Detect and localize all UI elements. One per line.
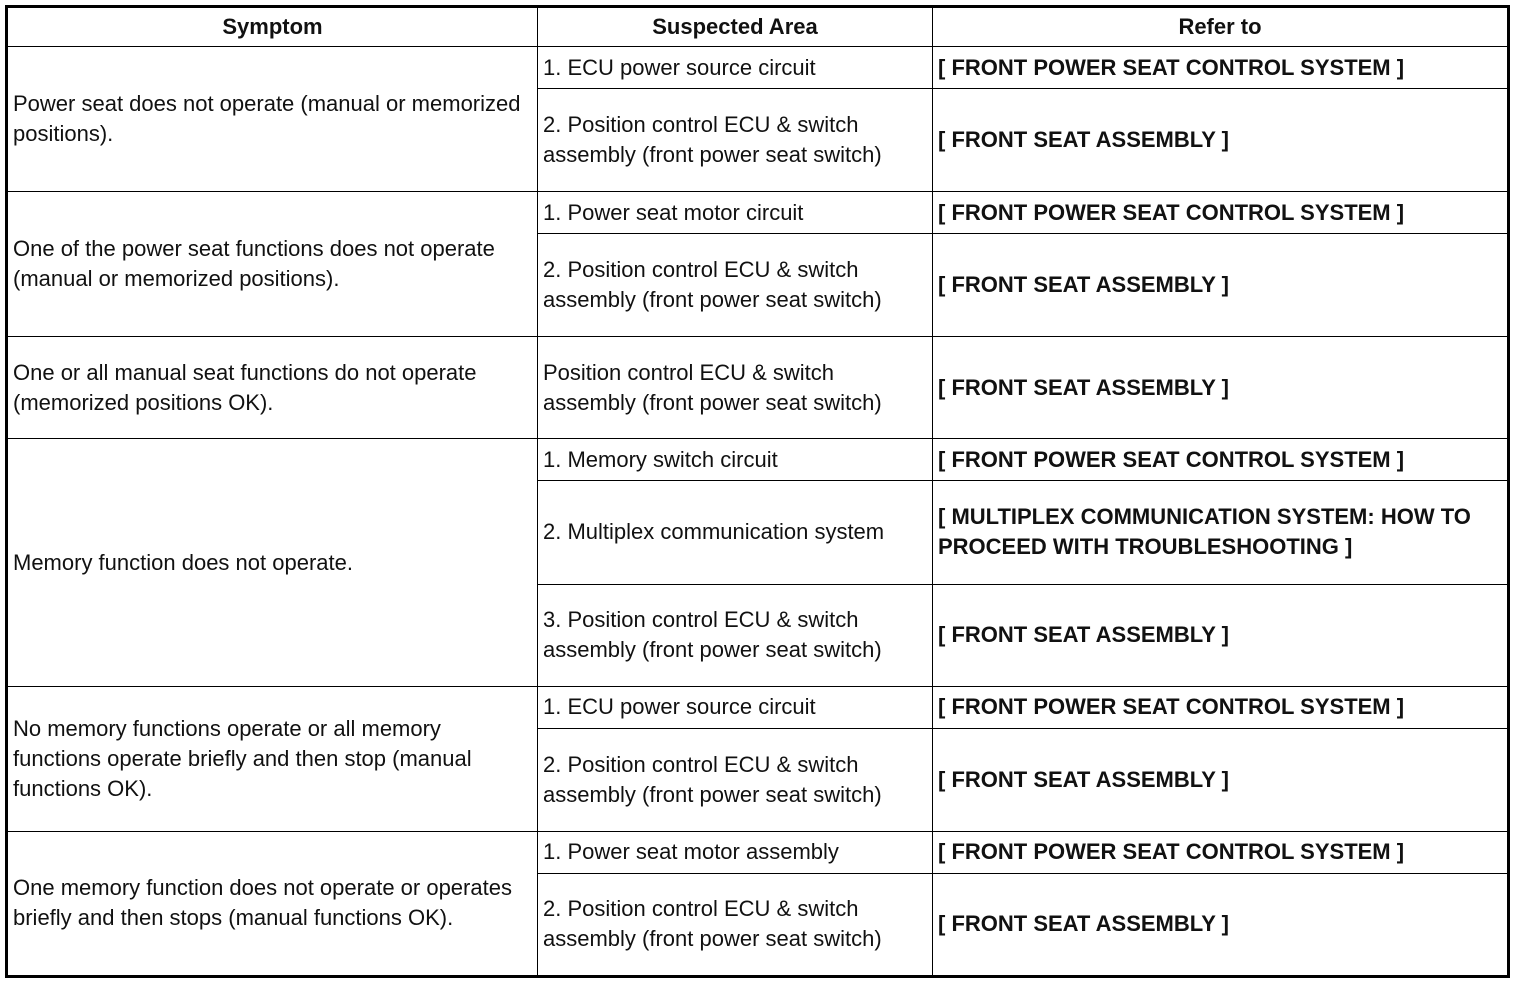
refer-to-cell: [ FRONT SEAT ASSEMBLY ] — [933, 728, 1509, 831]
header-suspected-area: Suspected Area — [538, 7, 933, 47]
refer-to-cell: [ FRONT POWER SEAT CONTROL SYSTEM ] — [933, 47, 1509, 89]
table-row — [7, 47, 1509, 89]
suspected-area-cell: 1. Power seat motor assembly — [538, 831, 933, 873]
suspected-area-cell: 2. Position control ECU & switch assembly (front power seat switch) — [538, 728, 933, 831]
suspected-area-cell: Position control ECU & switch assembly (front power seat switch) — [538, 337, 933, 439]
table-row — [7, 192, 1509, 234]
suspected-area-cell: 1. Power seat motor circuit — [538, 192, 933, 234]
suspected-area-cell: 2. Position control ECU & switch assembly (front power seat switch) — [538, 234, 933, 337]
symptom-cell: Memory function does not operate. — [7, 439, 538, 686]
symptom-cell: One or all manual seat functions do not operate (memorized positions OK). — [7, 337, 538, 439]
header-row — [7, 7, 1509, 47]
refer-to-cell: [ FRONT POWER SEAT CONTROL SYSTEM ] — [933, 192, 1509, 234]
table-row — [7, 439, 1509, 481]
suspected-area-cell: 2. Position control ECU & switch assembly (front power seat switch) — [538, 89, 933, 192]
refer-to-cell: [ FRONT SEAT ASSEMBLY ] — [933, 584, 1509, 686]
suspected-area-cell: 3. Position control ECU & switch assembly (front power seat switch) — [538, 584, 933, 686]
table-row — [7, 831, 1509, 873]
refer-to-cell: [ FRONT POWER SEAT CONTROL SYSTEM ] — [933, 831, 1509, 873]
symptom-cell: Power seat does not operate (manual or memorized positions). — [7, 47, 538, 192]
refer-to-cell: [ MULTIPLEX COMMUNICATION SYSTEM: HOW TO PROCEED WITH TROUBLESHOOTING ] — [933, 481, 1509, 584]
header-refer-to: Refer to — [933, 7, 1509, 47]
symptom-cell: One memory function does not operate or operates briefly and then stops (manual functions OK). — [7, 831, 538, 976]
symptom-cell: No memory functions operate or all memory functions operate briefly and then stop (manual functions OK). — [7, 686, 538, 831]
refer-to-cell: [ FRONT POWER SEAT CONTROL SYSTEM ] — [933, 686, 1509, 728]
refer-to-cell: [ FRONT SEAT ASSEMBLY ] — [933, 89, 1509, 192]
refer-to-cell: [ FRONT SEAT ASSEMBLY ] — [933, 873, 1509, 976]
suspected-area-cell: 1. ECU power source circuit — [538, 47, 933, 89]
table-row — [7, 686, 1509, 728]
troubleshooting-table — [5, 5, 1510, 978]
refer-to-cell: [ FRONT SEAT ASSEMBLY ] — [933, 234, 1509, 337]
suspected-area-cell: 2. Multiplex communication system — [538, 481, 933, 584]
suspected-area-cell: 1. ECU power source circuit — [538, 686, 933, 728]
refer-to-cell: [ FRONT SEAT ASSEMBLY ] — [933, 337, 1509, 439]
refer-to-cell: [ FRONT POWER SEAT CONTROL SYSTEM ] — [933, 439, 1509, 481]
header-symptom: Symptom — [7, 7, 538, 47]
suspected-area-cell: 2. Position control ECU & switch assembly (front power seat switch) — [538, 873, 933, 976]
table-row — [7, 337, 1509, 439]
symptom-cell: One of the power seat functions does not operate (manual or memorized positions). — [7, 192, 538, 337]
suspected-area-cell: 1. Memory switch circuit — [538, 439, 933, 481]
